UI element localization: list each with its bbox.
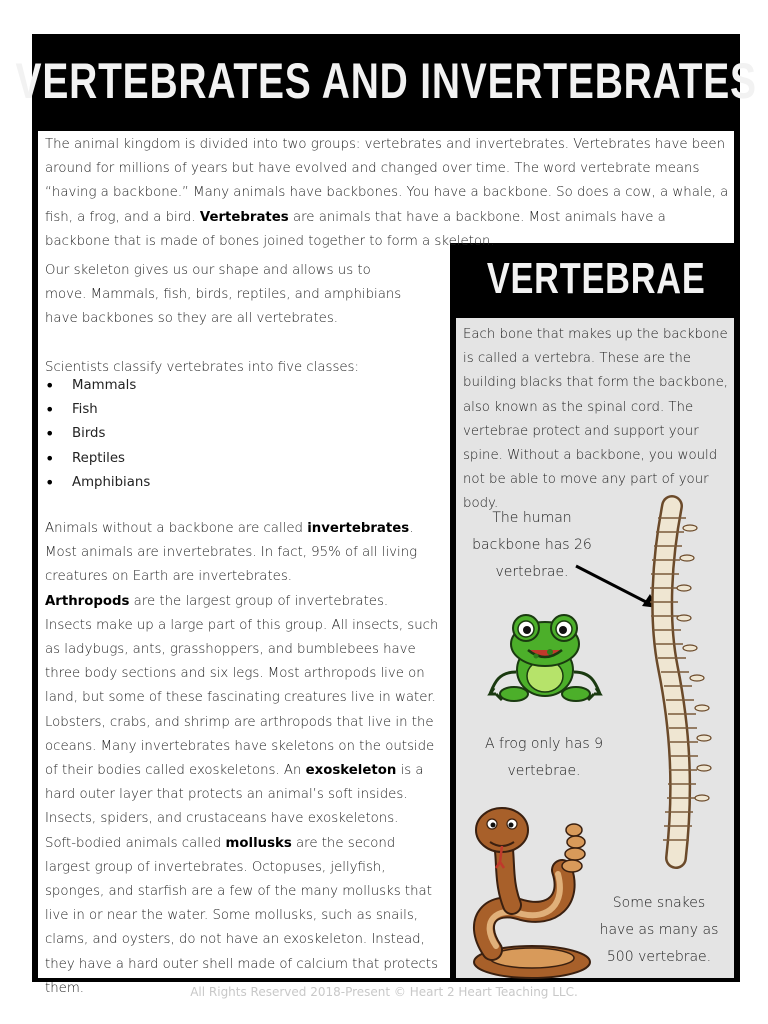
list-item: • Birds <box>45 422 245 446</box>
frog-icon <box>488 612 603 707</box>
term-vertebrates: Vertebrates <box>199 209 289 225</box>
vertebrae-banner <box>452 243 740 315</box>
vertebrate-classes-list <box>45 374 245 495</box>
term-invertebrates: invertebrates <box>307 521 410 536</box>
vertebrae-paragraph: Each bone that makes up the backbone is called a vertebra. These are the building blacks that form the backbone, also known as the spinal cord. The vertebrae protect and support your spine. Without a backbone, you would not be able to move any part of your body. <box>463 327 728 512</box>
spine-icon <box>632 498 722 868</box>
list-item: • Mammals <box>45 374 245 398</box>
classes-intro: Scientists classify vertebrates into five classes: <box>45 359 359 375</box>
intro-paragraph: The animal kingdom is divided into two groups: vertebrates and invertebrates. Vertebrates have been around for millions of years but have evolved and changed over time. The word vertebrate means “having a backbone.” Many animals have backbones. You have a backbone. So does a cow, a whale, a fish, a frog, and a bird. Vertebrates are animals that have a backbone. Most animals have a backbone that is made of bones joined together to form a skeleton. <box>45 137 729 249</box>
page-title: VERTEBRATES AND INVERTEBRATES <box>15 53 757 109</box>
vertebrae-title: VERTEBRAE <box>486 254 706 303</box>
skeleton-paragraph: Our skeleton gives us our shape and allows us to move. Mammals, fish, birds, reptiles, and amphibians have backbones so they are all vertebrates. Scientists classify vertebrates into five classes: <box>45 263 402 375</box>
list-item: • Fish <box>45 398 245 422</box>
term-arthropods: Arthropods <box>45 593 130 609</box>
term-exoskeleton: exoskeleton <box>305 763 397 779</box>
caption-human: The human backbone has 26 vertebrae. <box>472 510 592 580</box>
invertebrates-text: Animals without a backbone are called invertebrates. Most animals are invertebrates. In fact, 95% of all living creatures on Earth are invertebrates. Arthropods are the largest group of invertebrates. Insects make up a large part of this group. All insects, such as ladybugs, ants, grasshoppers, and bumblebees have three body sections and six legs. Most arthropods live on land, but some of these fascinating creatures live in water. Lobsters, crabs, and shrimp are arthropods that live in the oceans. Many invertebrates have skeletons on the outside of their bodies called exoskeletons. An exoskeleton is a hard outer layer that protects an animal’s soft insides. Insects, spiders, and crustaceans have exoskeletons. Soft-bodied animals called mollusks are the second largest group of invertebrates. Octopuses, jellyfish, sponges, and starfish are a few of the many mollusks that live in or near the water. Some mollusks, such as snails, clams, and oysters, do not have an exoskeleton. Instead, they have a hard outer shell made of calcium that protects them. <box>45 521 439 996</box>
list-item: • Reptiles <box>45 447 245 471</box>
term-mollusks: mollusks <box>225 835 292 851</box>
caption-frog: A frog only has 9 vertebrae. <box>485 736 603 779</box>
copyright-footer: All Rights Reserved 2018-Present © Heart 2 Heart Teaching LLC. <box>190 985 578 999</box>
list-item: • Amphibians <box>45 471 245 495</box>
caption-snake: Some snakes have as many as 500 vertebrae. <box>599 895 719 965</box>
title-banner <box>15 34 757 128</box>
snake-icon <box>462 800 597 980</box>
